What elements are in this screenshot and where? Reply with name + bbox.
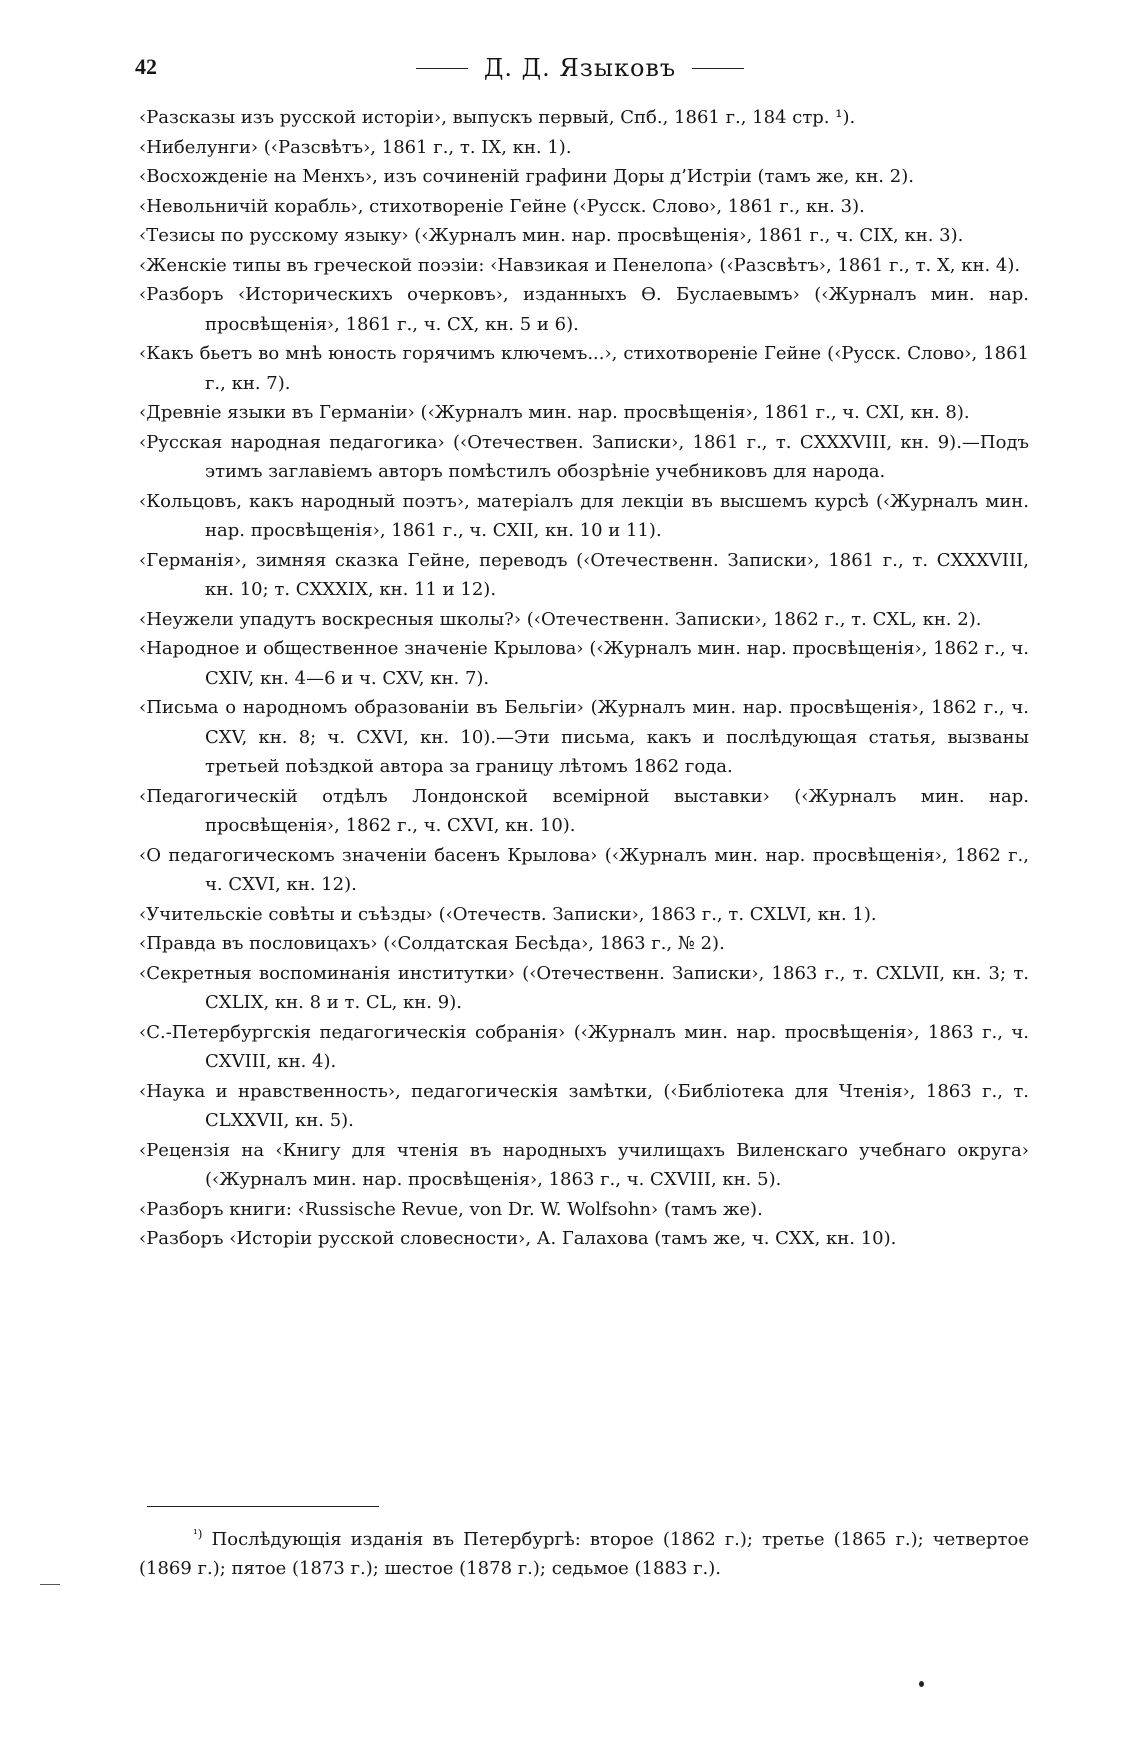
running-title: Д. Д. Языковъ — [483, 54, 677, 82]
footnote-marker: ¹) — [193, 1527, 203, 1541]
bibliography-entry: ‹Разборъ ‹Исторіи русской словесности›, А. Галахова (тамъ же, ч. CXX, кн. 10). — [139, 1228, 897, 1249]
bibliography-entry: ‹Невольничій корабль›, стихотвореніе Гейне (‹Русск. Слово›, 1861 г., кн. 3). — [139, 195, 865, 217]
running-head-right-rule — [692, 68, 744, 69]
bibliography-entry: ‹Наука и нравственность›, педагогическія замѣтки, (‹Библіотека для Чтенія›, 1863 г., т. CLXXVII, кн. 5). — [139, 1080, 1029, 1131]
bibliography-entry: ‹Разсказы изъ русской исторіи›, выпускъ первый, Спб., 1861 г., 184 стр. ¹). — [139, 107, 856, 128]
bibliography-entry: ‹Нибелунги› (‹Разсвѣтъ›, 1861 г., т. IX, кн. 1). — [139, 136, 572, 158]
page-number: 42 — [135, 54, 157, 79]
bibliography-entry: ‹Германія›, зимняя сказка Гейне, переводъ (‹Отечественн. Записки›, 1861 г., т. CXXXVIII, кн. 10; т. CXXXIX, кн. 11 и 12). — [139, 549, 1029, 600]
bibliography-entry: ‹Неужели упадутъ воскресныя школы?› (‹Отечественн. Записки›, 1862 г., т. CXL, кн. 2). — [139, 608, 982, 630]
margin-mark — [40, 1584, 60, 1585]
footnote-divider — [147, 1506, 379, 1507]
bibliography-entry: ‹Древніе языки въ Германіи› (‹Журналъ мин. нар. просвѣщенія›, 1861 г., ч. CXI, кн. 8). — [139, 402, 970, 423]
bibliography-entry: ‹Секретныя воспоминанія институтки› (‹Отечественн. Записки›, 1863 г., т. CXLVII, кн. 3; т. CXLIX, кн. 8 и т. CL, кн. 9). — [139, 962, 1029, 1013]
bibliography-entry: ‹Какъ бьетъ во мнѣ юность горячимъ ключемъ...›, стихотвореніе Гейне (‹Русск. Слово›, 1861 г., кн. 7). — [139, 343, 1029, 394]
bibliography-list — [139, 103, 1029, 1254]
bibliography-entry: ‹Женскіе типы въ греческой поэзіи: ‹Навзикая и Пенелопа› (‹Разсвѣтъ›, 1861 г., т. X, кн. 4). — [139, 254, 1021, 276]
bibliography-entry: ‹Разборъ ‹Историческихъ очерковъ›, изданныхъ Ѳ. Буслаевымъ› (‹Журналъ мин. нар. просвѣщенія›, 1861 г., ч. CX, кн. 5 и 6). — [139, 284, 1029, 335]
bibliography-entry: ‹Разборъ книги: ‹Russische Revue, von Dr. W. Wolfsohn› (тамъ же). — [139, 1198, 763, 1220]
bibliography-entry: ‹С.-Петербургскія педагогическія собранія› (‹Журналъ мин. нар. просвѣщенія›, 1863 г., ч. CXVIII, кн. 4). — [139, 1021, 1029, 1072]
print-speck — [919, 1681, 924, 1687]
bibliography-entry: ‹Народное и общественное значеніе Крылова› (‹Журналъ мин. нар. просвѣщенія›, 1862 г., ч. CXIV, кн. 4—6 и ч. CXV, кн. 7). — [139, 638, 1029, 689]
bibliography-entry: ‹Учительскіе совѣты и съѣзды› (‹Отечеств. Записки›, 1863 г., т. CXLVI, кн. 1). — [139, 903, 877, 925]
page-header — [0, 54, 1140, 88]
running-head — [400, 54, 760, 82]
bibliography-entry: ‹Педагогическій отдѣлъ Лондонской всемірной выставки› (‹Журналъ мин. нар. просвѣщенія›, 1862 г., ч. CXVI, кн. 10). — [139, 785, 1029, 836]
bibliography-entry: ‹О педагогическомъ значеніи басенъ Крылова› (‹Журналъ мин. нар. просвѣщенія›, 1862 г., ч. CXVI, кн. 12). — [139, 844, 1029, 895]
bibliography-entry: ‹Рецензія на ‹Книгу для чтенія въ народныхъ училищахъ Виленскаго учебнаго округа› (‹Журналъ мин. нар. просвѣщенія›, 1863 г., ч. CXVIII, кн. 5). — [139, 1139, 1029, 1190]
bibliography-entry: ‹Кольцовъ, какъ народный поэтъ›, матеріалъ для лекціи въ высшемъ курсѣ (‹Журналъ мин. нар. просвѣщенія›, 1861 г., ч. CXII, кн. 10 и 11). — [139, 490, 1029, 541]
bibliography-entry: ‹Правда въ пословицахъ› (‹Солдатская Бесѣда›, 1863 г., № 2). — [139, 933, 725, 954]
bibliography-entry: ‹Тезисы по русскому языку› (‹Журналъ мин. нар. просвѣщенія›, 1861 г., ч. CIX, кн. 3). — [139, 225, 964, 246]
footnote-text: Послѣдующія изданія въ Петербургѣ: второе (1862 г.); третье (1865 г.); четвертое (1869 г.); пятое (1873 г.); шестое (1878 г.); седьмое (1883 г.). — [139, 1529, 1029, 1579]
footnote — [139, 1525, 1029, 1583]
running-head-left-rule — [416, 68, 468, 69]
bibliography-entry: ‹Русская народная педагогика› (‹Отечествен. Записки›, 1861 г., т. CXXXVIII, кн. 9).—Подъ этимъ заглавіемъ авторъ помѣстилъ обозрѣніе учебниковъ для народа. — [139, 431, 1029, 482]
bibliography-entry: ‹Письма о народномъ образованіи въ Бельгіи› (Журналъ мин. нар. просвѣщенія›, 1862 г., ч. CXV, кн. 8; ч. CXVI, кн. 10).—Эти письма, какъ и послѣдующая статья, вызваны третьей поѣздкой автора за границу лѣтомъ 1862 года. — [139, 697, 1029, 777]
bibliography-entry: ‹Восхожденіе на Менхъ›, изъ сочиненій графини Доры д’Истріи (тамъ же, кн. 2). — [139, 166, 914, 187]
